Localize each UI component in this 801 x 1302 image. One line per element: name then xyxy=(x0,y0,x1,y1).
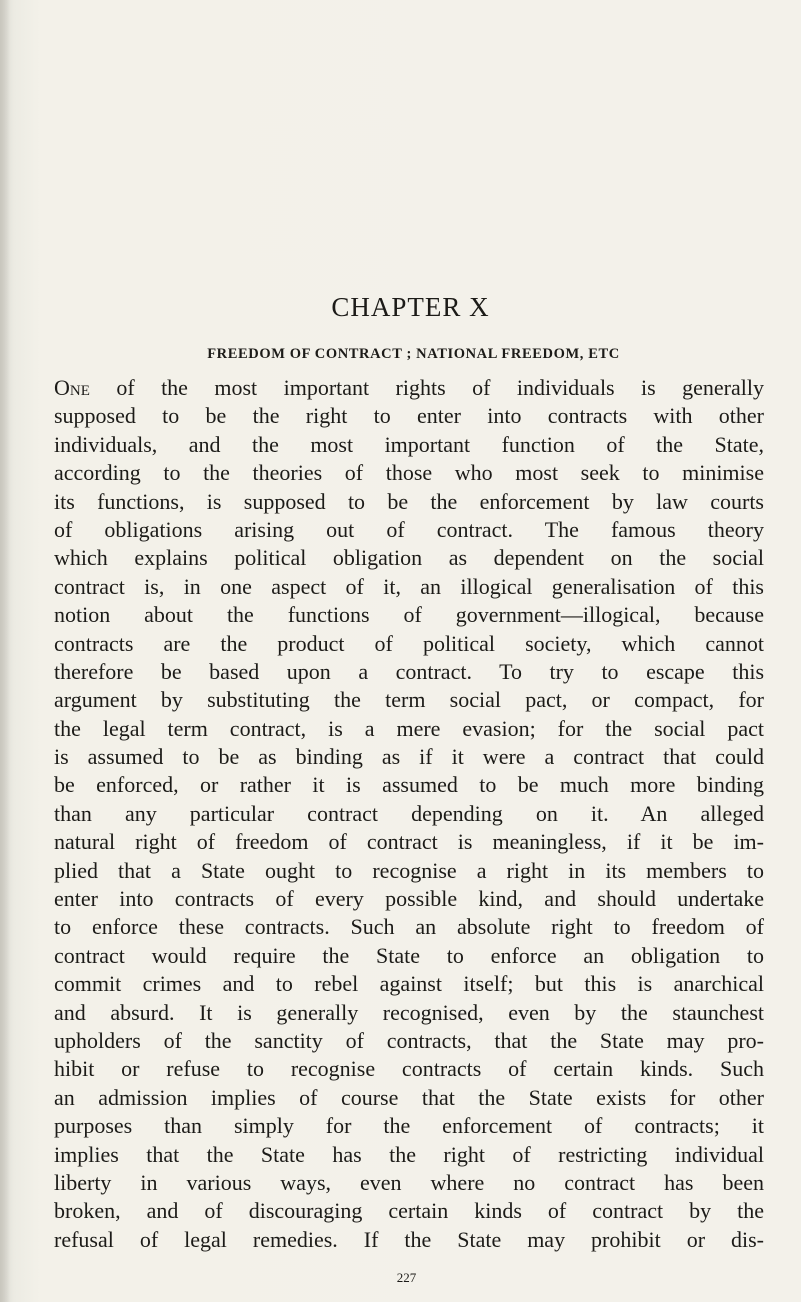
line-text: natural right of freedom of contract is meaningless, if it be im- xyxy=(54,829,764,855)
line-text: liberty in various ways, even where no contract has been xyxy=(54,1169,764,1195)
line-text: implies that the State has the right of restricting individual xyxy=(54,1141,764,1167)
text-line xyxy=(54,885,764,913)
line-text: contracts are the product of political society, which cannot xyxy=(54,630,764,656)
text-line xyxy=(54,374,764,402)
text-line xyxy=(54,1084,764,1112)
text-line xyxy=(54,800,764,828)
text-line xyxy=(54,857,764,885)
line-text: enter into contracts of every possible kind, and should undertake xyxy=(54,886,764,912)
line-text: than any particular contract depending on it. An alleged xyxy=(54,800,764,826)
text-line xyxy=(54,516,764,544)
line-text: to enforce these contracts. Such an absolute right to freedom of xyxy=(54,914,764,940)
text-line xyxy=(54,1197,764,1225)
text-line xyxy=(54,658,764,686)
gutter-shadow xyxy=(0,0,10,1302)
text-line xyxy=(54,573,764,601)
line-text: the legal term contract, is a mere evasion; for the social pact xyxy=(54,715,764,741)
line-text: individuals, and the most important function of the State, xyxy=(54,431,764,457)
text-line xyxy=(54,828,764,856)
chapter-subtitle: FREEDOM OF CONTRACT ; NATIONAL FREEDOM, ETC xyxy=(207,346,620,362)
text-line xyxy=(54,601,764,629)
line-text: refusal of legal remedies. If the State may prohibit or dis- xyxy=(54,1226,764,1252)
text-line xyxy=(54,1226,764,1254)
text-line xyxy=(54,942,764,970)
text-line xyxy=(54,1169,764,1197)
text-line xyxy=(54,1112,764,1140)
text-line xyxy=(54,913,764,941)
line-text: supposed to be the right to enter into contracts with other xyxy=(54,403,764,429)
text-line xyxy=(54,488,764,516)
line-text: notion about the functions of government—illogical, because xyxy=(54,602,764,628)
text-line xyxy=(54,743,764,771)
line-text: an admission implies of course that the State exists for other xyxy=(54,1084,764,1110)
body-text xyxy=(54,374,764,1254)
page-number: 227 xyxy=(396,1270,417,1285)
line-text: of the most important rights of individuals is generally xyxy=(89,375,764,400)
text-line xyxy=(54,630,764,658)
text-line xyxy=(54,459,764,487)
text-line xyxy=(54,402,764,430)
line-text: broken, and of discouraging certain kinds of contract by the xyxy=(54,1198,764,1224)
chapter-title: CHAPTER X xyxy=(331,292,490,322)
text-line xyxy=(54,544,764,572)
text-line xyxy=(54,1141,764,1169)
line-text: argument by substituting the term social pact, or compact, for xyxy=(54,687,764,713)
line-text: its functions, is supposed to be the enforcement by law courts xyxy=(54,488,764,514)
text-line xyxy=(54,999,764,1027)
line-text: commit crimes and to rebel against itself; but this is anarchical xyxy=(54,971,764,997)
line-text: purposes than simply for the enforcement of contracts; it xyxy=(54,1113,764,1139)
text-line xyxy=(54,686,764,714)
line-text: contract would require the State to enforce an obligation to xyxy=(54,942,764,968)
line-text: contract is, in one aspect of it, an illogical generalisation of this xyxy=(54,573,764,599)
line-text: according to the theories of those who most seek to minimise xyxy=(54,460,764,486)
line-text: upholders of the sanctity of contracts, that the State may pro- xyxy=(54,1027,764,1053)
drop-word: One xyxy=(54,375,90,400)
line-text: and absurd. It is generally recognised, even by the staunchest xyxy=(54,999,764,1025)
line-text: hibit or refuse to recognise contracts of certain kinds. Such xyxy=(54,1056,764,1082)
text-line xyxy=(54,715,764,743)
line-text: of obligations arising out of contract. The famous theory xyxy=(54,516,764,542)
text-line xyxy=(54,1055,764,1083)
line-text: therefore be based upon a contract. To try to escape this xyxy=(54,658,764,684)
line-text: which explains political obligation as dependent on the social xyxy=(54,545,764,571)
text-line xyxy=(54,1027,764,1055)
line-text: is assumed to be as binding as if it were a contract that could xyxy=(54,744,764,770)
text-line xyxy=(54,970,764,998)
line-text: plied that a State ought to recognise a right in its members to xyxy=(54,857,764,883)
text-line xyxy=(54,431,764,459)
text-line xyxy=(54,771,764,799)
line-text: be enforced, or rather it is assumed to be much more binding xyxy=(54,772,764,798)
